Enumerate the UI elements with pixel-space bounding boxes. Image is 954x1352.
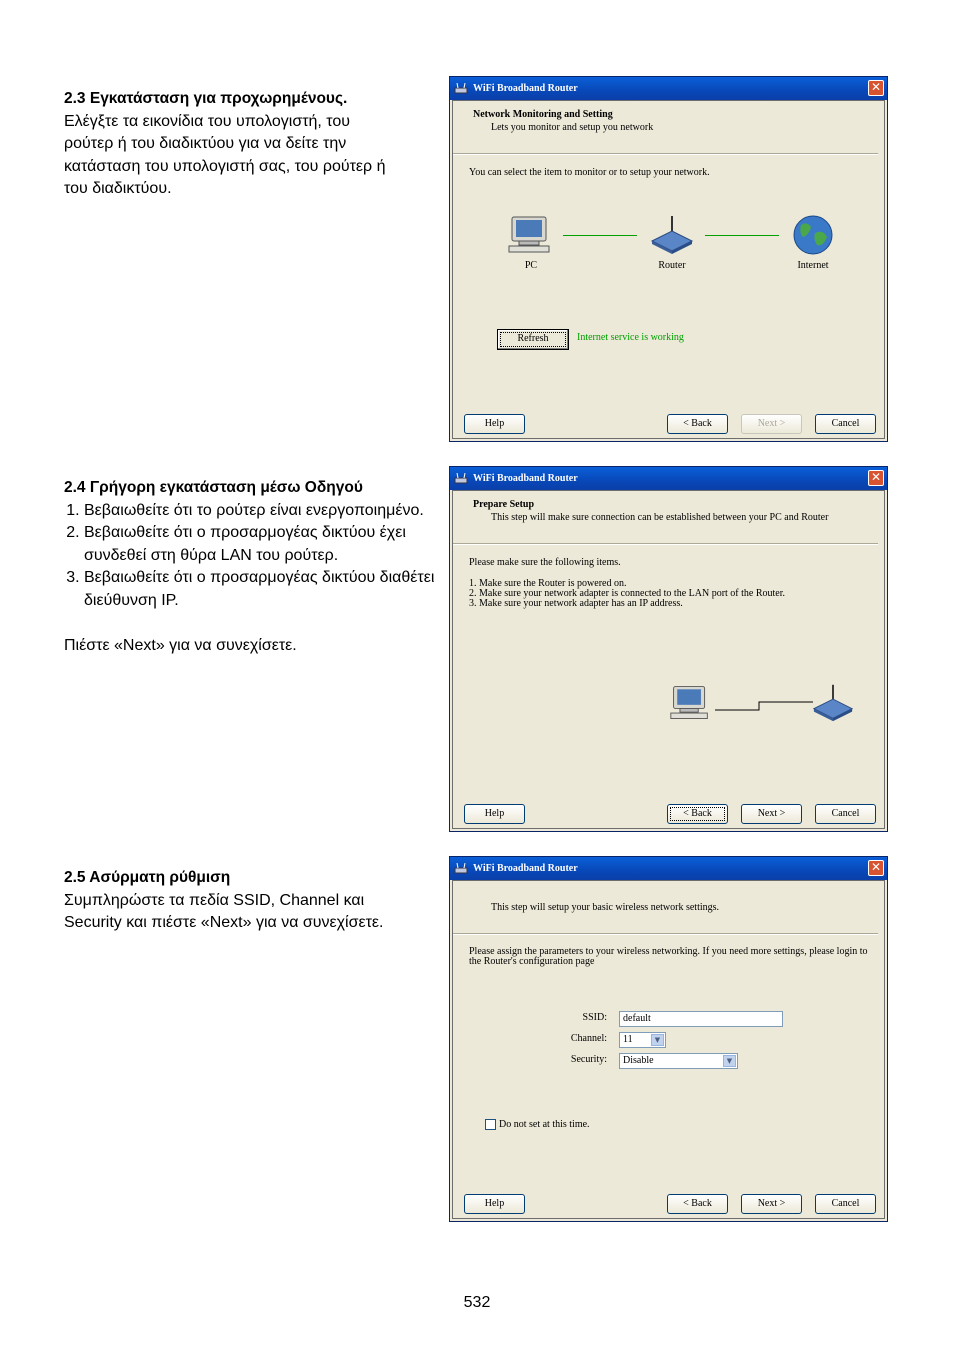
header-title: Prepare Setup	[473, 499, 535, 510]
section-heading: 2.3 Εγκατάσταση για προχωρημένους.	[64, 90, 348, 107]
back-button[interactable]: < Back	[667, 414, 728, 434]
dialog-prepare-setup	[449, 466, 888, 832]
pc-label: PC	[524, 260, 538, 271]
section-2-4-text	[64, 477, 436, 657]
title-bar	[450, 77, 887, 100]
dialog-body	[452, 100, 885, 439]
dialog-body	[452, 880, 885, 1219]
header-divider	[453, 543, 878, 545]
help-button[interactable]: Help	[464, 804, 525, 824]
close-icon[interactable]: ✕	[868, 470, 884, 486]
router-label: Router	[658, 260, 686, 271]
step-item: 3. Βεβαιωθείτε ότι ο προσαρμογέας δικτύου διαθέτει διεύθυνση IP.	[84, 567, 436, 612]
paragraph-line: ρούτερ ή του διαδικτύου για να δείτε την	[64, 135, 347, 152]
header-divider	[453, 933, 878, 935]
section-2-3-text	[64, 88, 436, 201]
instruction-text: Please make sure the following items.	[469, 557, 621, 568]
pc-icon[interactable]	[507, 215, 553, 255]
do-not-set-checkbox[interactable]	[485, 1119, 496, 1130]
page-number: 532	[463, 1294, 491, 1311]
security-select[interactable]	[619, 1053, 738, 1069]
paragraph-line: Security και πιέστε «Next» για να συνεχίσετε.	[64, 914, 384, 931]
next-button[interactable]: Next >	[741, 1194, 802, 1214]
header-title: Network Monitoring and Setting	[473, 109, 613, 120]
section-heading: 2.5 Ασύρματη ρύθμιση	[64, 869, 231, 886]
section-2-5-text	[64, 867, 436, 935]
header-subtitle: Lets you monitor and setup you network	[491, 122, 654, 133]
header-subtitle: This step will setup your basic wireless network settings.	[491, 902, 720, 913]
window-title: WiFi Broadband Router	[473, 83, 578, 94]
help-button[interactable]: Help	[464, 1194, 525, 1214]
channel-value: 11	[623, 1034, 633, 1045]
security-value: Disable	[623, 1055, 654, 1066]
paragraph-line: του διαδικτύου.	[64, 180, 172, 197]
back-button[interactable]: < Back	[667, 1194, 728, 1214]
cancel-button[interactable]: Cancel	[815, 804, 876, 824]
paragraph-line: κατάσταση του υπολογιστή σας, του ρούτερ ή	[64, 157, 386, 175]
ssid-label: SSID:	[582, 1012, 607, 1023]
steps-list	[64, 500, 436, 613]
router-icon[interactable]	[649, 213, 695, 255]
channel-select[interactable]	[619, 1032, 666, 1048]
step-item: 1. Βεβαιωθείτε ότι το ρούτερ είναι ενεργοποιημένο.	[84, 500, 436, 523]
title-bar	[450, 467, 887, 490]
dialog-wireless-setup	[449, 856, 888, 1222]
checklist-item: 2. Make sure your network adapter is connected to the LAN port of the Router.	[469, 588, 786, 599]
instruction-text: You can select the item to monitor or to setup your network.	[469, 167, 710, 178]
internet-label: Internet	[797, 260, 829, 271]
router-icon	[811, 681, 855, 723]
title-bar	[450, 857, 887, 880]
dialog-network-monitoring	[449, 76, 888, 442]
pc-router-link	[563, 235, 637, 236]
checkbox-label[interactable]: Do not set at this time.	[499, 1119, 590, 1130]
security-label: Security:	[570, 1054, 607, 1065]
instruction-line: Please assign the parameters to your wireless networking. If you need more settings, please login to	[469, 946, 868, 957]
chevron-down-icon[interactable]: ▼	[723, 1055, 736, 1067]
router-internet-link	[705, 235, 779, 236]
next-note: Πιέστε «Next» για να συνεχίσετε.	[64, 636, 297, 654]
close-icon[interactable]: ✕	[868, 80, 884, 96]
router-app-icon	[454, 83, 468, 95]
checklist-item: 1. Make sure the Router is powered on.	[469, 578, 627, 589]
paragraph-line: Συμπληρώστε τα πεδία SSID, Channel και	[64, 891, 365, 909]
connection-cable	[715, 696, 815, 712]
section-heading: 2.4 Γρήγορη εγκατάσταση μέσω Οδηγού	[64, 479, 363, 496]
next-button[interactable]: Next >	[741, 414, 802, 434]
dialog-body	[452, 490, 885, 829]
chevron-down-icon[interactable]: ▼	[651, 1034, 664, 1046]
instruction-line: the Router's configuration page	[469, 956, 595, 967]
checklist-item: 3. Make sure your network adapter has an IP address.	[469, 598, 683, 609]
pc-icon	[669, 683, 711, 723]
cancel-button[interactable]: Cancel	[815, 414, 876, 434]
window-title: WiFi Broadband Router	[473, 863, 578, 874]
window-title: WiFi Broadband Router	[473, 473, 578, 484]
cancel-button[interactable]: Cancel	[815, 1194, 876, 1214]
paragraph-line: Ελέγξτε τα εικονίδια του υπολογιστή, του	[64, 112, 351, 130]
ssid-field[interactable]: default	[619, 1011, 783, 1027]
refresh-button[interactable]: Refresh	[497, 329, 569, 350]
router-app-icon	[454, 863, 468, 875]
channel-label: Channel:	[570, 1033, 607, 1044]
close-icon[interactable]: ✕	[868, 860, 884, 876]
step-item: 2. Βεβαιωθείτε ότι ο προσαρμογέας δικτύου έχει συνδεθεί στη θύρα LAN του ρούτερ.	[84, 522, 436, 567]
header-subtitle: This step will make sure connection can be established between your PC and Router	[491, 512, 829, 523]
internet-status-text: Internet service is working	[577, 332, 684, 343]
back-button[interactable]: < Back	[667, 804, 728, 824]
help-button[interactable]: Help	[464, 414, 525, 434]
router-app-icon	[454, 473, 468, 485]
internet-globe-icon[interactable]	[791, 213, 835, 257]
header-divider	[453, 153, 878, 155]
next-button[interactable]: Next >	[741, 804, 802, 824]
